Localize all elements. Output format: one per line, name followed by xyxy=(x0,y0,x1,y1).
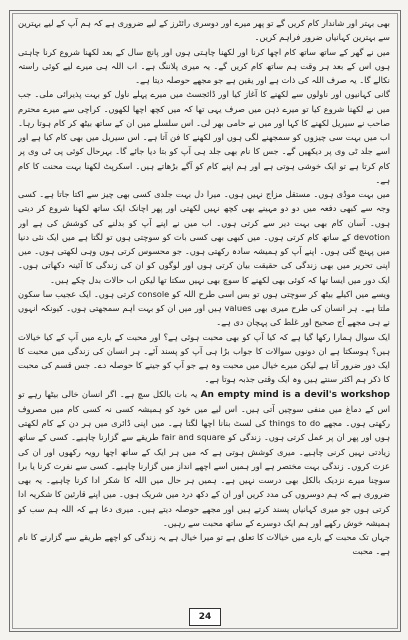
article-body xyxy=(18,16,390,601)
urdu-text: میں بہت موڈی ہوں۔ مستقل مزاج نہیں ہوں۔ میرا دل بہت جلدی کسی بھی چیز سے اکتا جاتا ہے۔ کسی وجہ سے کبھی دفعہ میں دو دو مہینے بھی کچھ نہیں لکھتی اور پھر اچانک ایک ساتھ لکھنا شروع کر دیتی ہوں۔ آسان کام بھی بہت دیر سے کرتی ہوں۔ اب میں نے اپنے آپ کو بدلنے کی کوشش کی ہے اور xyxy=(18,189,390,228)
urdu-text: میں نے گھر کے ساتھ ساتھ کام اچھا کرنا اور لکھنا چاہتی ہوں اور پانچ سال کے بعد لکھنا شروع کرنا چاہتی ہوں اس کے بعد ہر وقت ہم ساتھ کام کریں گے۔ یہ میری پلاننگ ہے۔ اب اللہ ہی میرے لیے کوئی راستہ نکالے گا۔ یہ صرف اللہ کی ذات ہے اور یقین ہے جو مجھے حوصلہ دیتا ہے۔ xyxy=(18,46,390,85)
urdu-text: کرتی ہوں۔ ایک عجیب سا سکون ملتا ہے۔ ہر انسان کی طرح میری بھی xyxy=(18,288,390,313)
english-quote: An empty mind is a devil's workshop xyxy=(200,389,390,400)
article-paragraph xyxy=(18,330,390,387)
article-paragraph xyxy=(18,530,390,559)
urdu-text: طریقے سے گزارنا چاہیے۔ کسی کے ساتھ زیادتی نہیں کرنی چاہیے۔ میری کوشش ہوتی ہے کہ میں ہر ایک کے ساتھ اچھا رویہ رکھوں اور ان کی عزت کروں۔ زندگی بہت مختصر ہے اور ہمیں اسے اچھے انداز میں گزارنا چاہیے۔ کسی سے نفرت کرنا یا برا سوچنا میرے نزدیک بالکل بھی درست نہیں ہے۔ ہمیں ہر حال میں اللہ کا شکر ادا کرنا چاہیے۔ یہ بھی ضروری ہے کہ ہم دوسروں کی مدد کریں اور ان کے دکھ درد میں شریک ہوں۔ میں اپنے قارئین کا شکریہ ادا کرتی ہوں جو میری کہانیاں پسند کرتے ہیں اور مجھے حوصلہ دیتے ہیں۔ میری دعا ہے کہ اللہ ہم سب کو ہمیشہ خوش رکھے اور ہم ایک دوسرے کے ساتھ محبت سے رہیں۔ xyxy=(18,432,390,528)
english-term: things to do xyxy=(269,418,321,428)
english-term: devotion xyxy=(353,231,390,242)
english-term: console xyxy=(137,288,170,299)
urdu-text: ایک سوال ہمارا رکھا گیا ہے کہ کیا آپ کو بھی محبت ہوئی ہے؟ اور محبت کے بارے میں آپ کے کیا خیالات ہیں؟ ہوسکتا ہے ان دونوں سوالات کا جواب بڑا ہی آپ کو پسند آئے۔ ہر انسان کی زندگی میں محبت کا ایک دور ضرور آتا ہے لیکن میرے خیال میں محبت وہ ہے جو آپ کو جینے کا حوصلہ دے۔ جس قسم کی محبت کا ذکر ہم اکثر سنتے ہیں وہ ایک وقتی جذبہ ہوتا ہے۔ xyxy=(18,331,390,385)
urdu-text: کی لسٹ بنانا اچھا لگتا ہے۔ میں اپنی ڈائری میں ہر دن کے کام لکھتی ہوں اور پھر ان پر عمل کرتی ہوں۔ زندگی کو xyxy=(18,418,390,443)
english-term: fair and square xyxy=(161,432,226,443)
urdu-text: گانی کہانیوں اور ناولوں سے لکھنے کا آغاز کیا اور ڈائجسٹ میں میرے پہلے ناول کو بہت پذیرائی ملی۔ جب میں نے لکھنا شروع کیا تو میرے ذہن میں صرف یہی تھا کہ میں کچھ اچھا لکھوں۔ کراچی سے میرے محترم صاحب نے سیریل لکھنے کا کہا اور میں نے حامی بھر لی۔ اس سلسلے میں ان کے ساتھ بیٹھ کر کام ہوتا رہا۔ اب میں بہت سی چیزوں کو سمجھنے لگی ہوں اور لکھنے کا فن آتا ہے۔ اس سیریل میں بھی کام کیا ہے اور اسے جلد ٹی وی پر دیکھیں گے۔ جس کا نام بھی جلد ہی آپ کو بتا دیا جائے گا۔ بہرحال کوئی پی ٹی وی پر کام کرتا ہے تو ایک خوشی ہوتی ہے اور ہم اپنے کام کو آگے بڑھاتے ہیں۔ اسکرپٹ لکھنا بہت محنت کا کام ہے۔ xyxy=(18,89,390,185)
article-paragraph xyxy=(18,16,390,45)
urdu-text: جہاں تک محبت کے بارے میں خیالات کا تعلق ہے تو میرا خیال ہے یہ زندگی کو اچھے طریقے سے گزارنے کا نام ہے۔ محبت xyxy=(18,532,390,557)
article-paragraph xyxy=(18,387,390,531)
urdu-text: یہ بات بالکل سچ ہے۔ اگر انسان خالی بیٹھا رہے تو اس کے دماغ میں منفی سوچیں آتی ہیں۔ اس لیے میں خود کو ہمیشہ کسی نہ کسی کام میں مصروف رکھتی ہوں۔ مجھے xyxy=(18,388,390,428)
urdu-text: ویسے میں اکیلے بیٹھ کر سوچتی ہوں تو بس اسی طرح اللہ کو xyxy=(169,288,390,299)
article-paragraph xyxy=(18,45,390,88)
urdu-text: بھی بہتر اور شاندار کام کریں گے تو پھر میرے اور دوسری رائٹرز کے لیے ضروری ہے کہ ہم آپ کے لیے بہترین سے بہترین کہانیاں ضرور فراہم کریں۔ xyxy=(18,18,390,43)
article-paragraph xyxy=(18,287,390,330)
article-paragraph xyxy=(18,187,390,287)
article-paragraph xyxy=(18,87,390,187)
page-number: 24 xyxy=(189,608,221,626)
urdu-text: کے ساتھ کام کرتی ہوں۔ میں کبھی بھی کسی بات کو سوچتی ہوں تو لگتا ہے میں ایک نئی دنیا میں پہنچ گئی ہوں۔ اپنے آپ کو ہمیشہ سادہ رکھتی ہوں۔ جو محسوس کرتی ہوں وہی لکھتی ہوں۔ میں اپنی تحریر میں بھی زندگی کی حقیقت بیان کرتی ہوں اور لوگوں کو ان کی زندگی کا آئینہ دکھاتی ہوں۔ ایک دور میں ایسا تھا کہ کوئی بھی لکھنے کا سوچ بھی نہیں سکتا تھا لیکن اب حالات بدل چکے ہیں۔ xyxy=(18,231,390,285)
english-term: values xyxy=(224,303,252,313)
urdu-text: ہیں اور میں ان کو بہت اہم سمجھتی ہوں۔ کیونکہ انہوں نے ہی مجھے آج صحیح اور غلط کی پہچان دی ہے۔ xyxy=(18,303,390,328)
